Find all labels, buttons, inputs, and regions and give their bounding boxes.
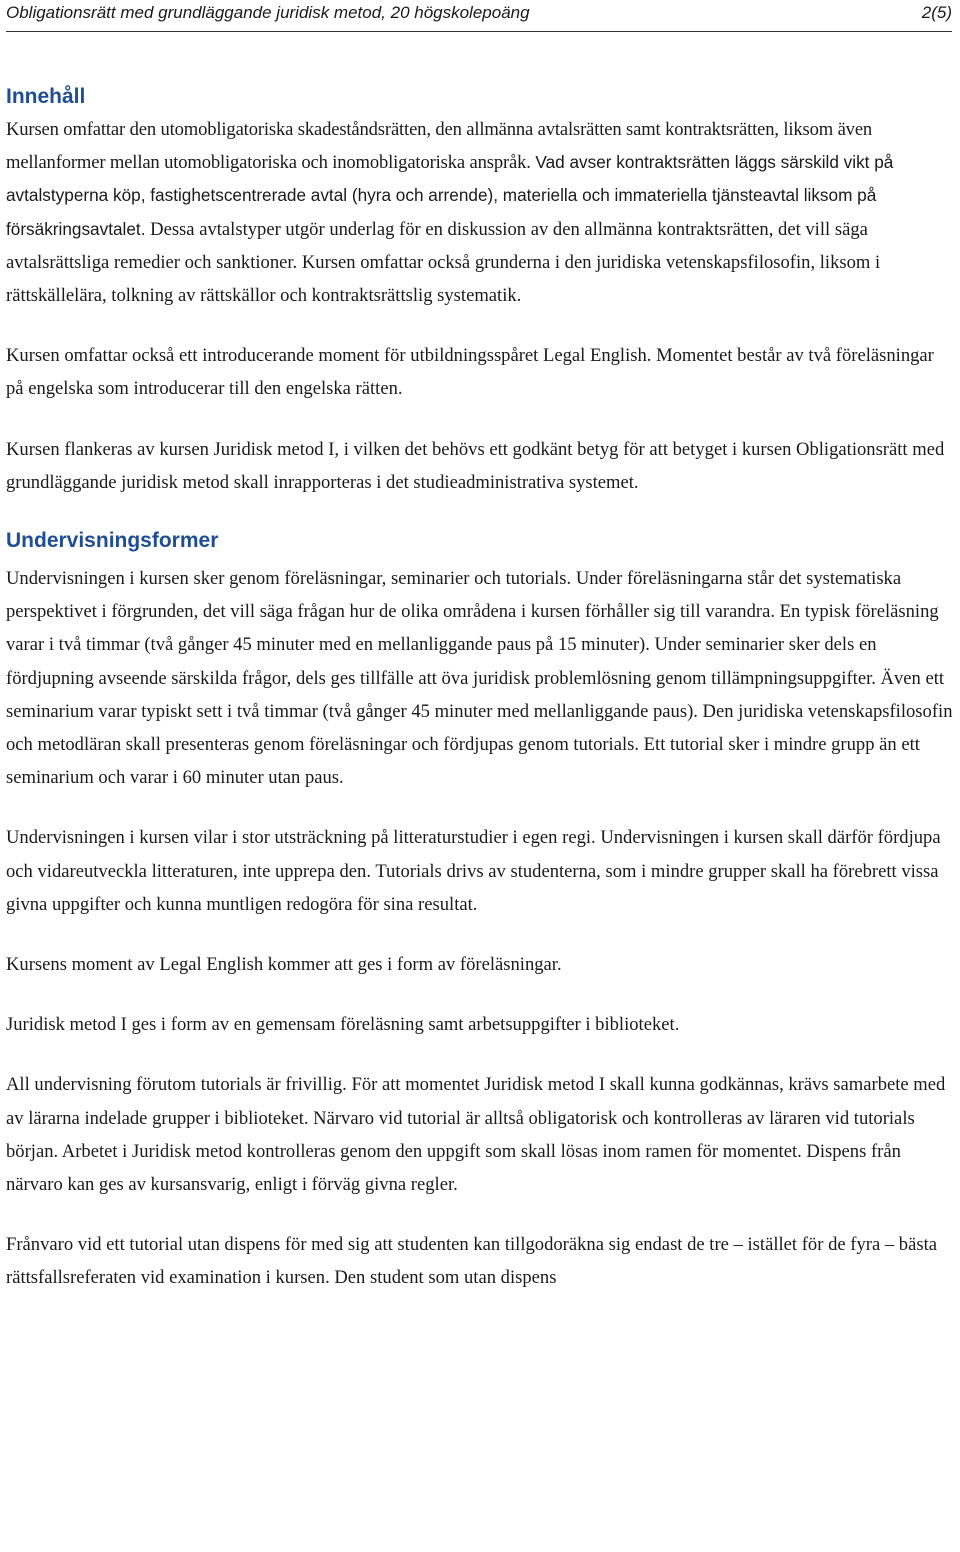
paragraph-sentence: Kursen omfattar den utomobligatoriska skadeståndsrätten, den allmänna avtalsrätten samt kontraktsrätten, liksom även mellanformer mellan utomobligatoriska och inomobligatoriska anspråk. <box>6 119 873 174</box>
paragraph: Undervisningen i kursen vilar i stor utsträckning på litteraturstudier i egen regi. Undervisningen i kursen skall därför fördjupa och vidareutveckla litteraturen, inte upprepa den. Tutorials drivs av studenterna, som i mindre grupper skall ha förebrett vissa givna uppgifter och kunna muntligen redogöra för sina resultat. <box>6 827 941 915</box>
document-body <box>6 82 956 1322</box>
section-heading-undervisningsformer: Undervisningsformer <box>6 529 219 553</box>
section-heading-innehall: Innehåll <box>6 85 86 108</box>
paragraph <box>6 113 956 312</box>
paragraph-sentence: Vad avser kontraktsrätten läggs särskild vikt på avtalstyperna köp, fastighetscentrerade avtal (hyra och arrende), materiella och immateriella tjänsteavtal liksom på försäkringsavtalet. <box>6 152 894 239</box>
paragraph: Frånvaro vid ett tutorial utan dispens för med sig att studenten kan tillgodoräkna sig endast de tre – istället för de fyra – bästa rättsfallsreferaten vid examination i kursen. Den student som utan dispens <box>6 1234 937 1289</box>
running-header <box>6 0 952 30</box>
paragraph: Juridisk metod I ges i form av en gemensam föreläsning samt arbetsuppgifter i biblioteket. <box>6 1014 680 1036</box>
paragraph: Kursens moment av Legal English kommer att ges i form av föreläsningar. <box>6 954 562 976</box>
header-title: Obligationsrätt med grundläggande juridisk metod, 20 högskolepoäng <box>6 3 530 22</box>
page-number: 2(5) <box>921 3 952 22</box>
paragraph: Kursen omfattar också ett introducerande moment för utbildningsspåret Legal English. Momentet består av två föreläsningar på engelska som introducerar till den engelska rätten. <box>6 345 934 400</box>
paragraph: All undervisning förutom tutorials är frivillig. För att momentet Juridisk metod I skall kunna godkännas, krävs samarbete med av lärarna indelade grupper i biblioteket. Närvaro vid tutorial är alltså obligatorisk och kontrolleras av läraren vid tutorials början. Arbetet i Juridisk metod kontrolleras genom den uppgift som skall lösas inom ramen för momentet. Dispens från närvaro kan ges av kursansvarig, enligt i förväg givna regler. <box>6 1074 946 1196</box>
paragraph: Undervisningen i kursen sker genom föreläsningar, seminarier och tutorials. Under föreläsningarna står det systematiska perspektivet i förgrunden, det vill säga frågan hur de olika områdena i kursen förhåller sig till varandra. En typisk föreläsning varar i två timmar (två gånger 45 minuter med en mellanliggande paus på 15 minuter). Under seminarier sker dels en fördjupning avseende särskilda frågor, dels ges tillfälle att öva juridisk problemlösning genom tillämpningsuppgifter. Även ett seminarium varar typiskt sett i två timmar (två gånger 45 minuter med mellanliggande paus). Den juridiska vetenskapsfilosofin och metodläran skall presenteras genom föreläsningar och fördjupas genom tutorials. Ett tutorial sker i mindre grupp än ett seminarium och varar i 60 minuter utan paus. <box>6 568 953 789</box>
header-divider <box>6 31 952 32</box>
paragraph: Kursen flankeras av kursen Juridisk metod I, i vilken det behövs ett godkänt betyg för att betyget i kursen Obligationsrätt med grundläggande juridisk metod skall inrapporteras i det studieadministrativa systemet. <box>6 438 945 493</box>
paragraph-sentence: Kursen omfattar också grunderna i den juridiska vetenskapsfilosofin, liksom i rättskällelära, tolkning av rättskällor och kontraktsrättslig systematik. <box>6 251 881 307</box>
paragraph-sentence: Dessa avtalstyper utgör underlag för en diskussion av den allmänna kontraktsrätten, det vill säga avtalsrättsliga remedier och sanktioner. <box>6 218 868 273</box>
